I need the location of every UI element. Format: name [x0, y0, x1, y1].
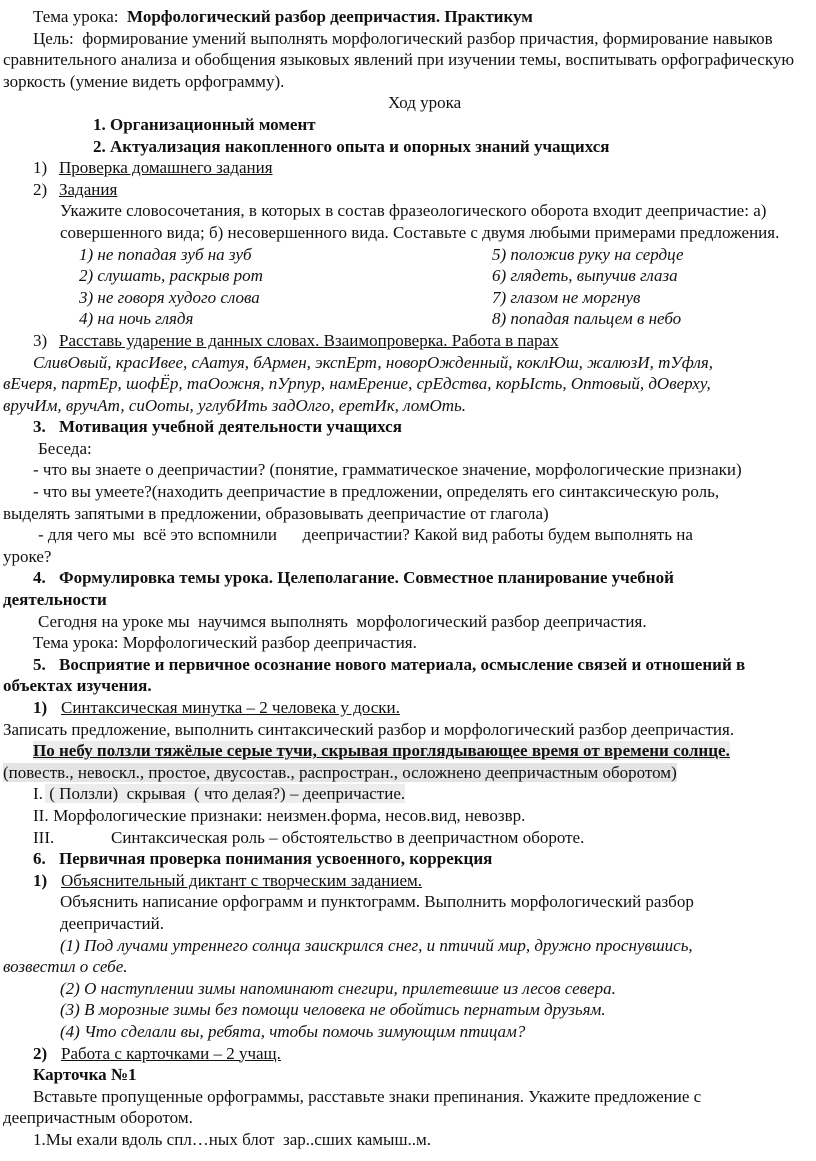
phrase-item: 8) попадая пальцем в небо	[492, 309, 682, 329]
dictation-item: 1) Объяснительный диктант с творческим заданием.	[33, 870, 423, 890]
phrase-item: 3) не говоря худого слова	[79, 287, 260, 307]
stage-2-heading: 2. Актуализация накопленного опыта и опорных знаний учащихся	[93, 136, 610, 156]
sentence-analysis: (повеств., невоскл., простое, двусостав., распростран., осложнено деепричастным оборотом)	[3, 762, 677, 782]
lesson-topic-line	[3, 6, 808, 28]
stress-words-line: вЕчеря, партЕр, шофЁр, таОожня, пУрпур, намЕрение, срЕдства, корЫсть, Оптовый, дОверху,	[3, 374, 711, 394]
tasks-instruction: Укажите словосочетания, в которых в состав фразеологического оборота входит деепричастие: а) совершенного вида; б) несовершенного вида. Составьте с двумя любыми примерами предложения.	[60, 201, 780, 242]
lesson-goal	[3, 28, 803, 93]
card-sentence: 1.Мы ехали вдоль спл…ных блот зар..сших камыш..м.	[33, 1129, 432, 1149]
analysis-point: III. Синтаксическая роль – обстоятельство в деепричастном обороте.	[33, 827, 585, 847]
goal-label: Цель:	[33, 28, 74, 48]
stage-4-heading-cont: деятельности	[3, 590, 107, 610]
phrase-column-left	[79, 244, 492, 330]
question-line: уроке?	[3, 546, 52, 566]
stress-task-item: 3) Расставь ударение в данных словах. Взаимопроверка. Работа в парах	[33, 330, 559, 350]
dictation-sentence: (2) О наступлении зимы напоминают снегири, прилетевшие из лесов севера.	[60, 978, 616, 998]
question-line: - для чего мы всё это вспомнили деепричастии? Какой вид работы будем выполнять на	[38, 525, 693, 545]
dictation-sentence: (4) Что сделали вы, ребята, чтобы помочь зимующим птицам?	[60, 1021, 526, 1041]
stage-5-heading-cont: объектах изучения.	[3, 676, 152, 696]
phrase-item: 5) положив руку на сердце	[492, 244, 684, 264]
card-instruction: Вставьте пропущенные орфограммы, расставьте знаки препинания. Укажите предложение с	[33, 1086, 702, 1106]
example-sentence: По небу ползли тяжёлые серые тучи, скрывая проглядывающее время от времени солнце.	[33, 741, 730, 761]
phrase-item: 6) глядеть, выпучив глаза	[492, 266, 678, 286]
stage-3-heading: 3. Мотивация учебной деятельности учащихся	[33, 417, 402, 437]
question-line: - что вы умеете?(находить деепричастие в предложении, определять его синтаксическую роль,	[33, 482, 720, 502]
topic-label: Тема урока:	[33, 7, 119, 26]
card-title: Карточка №1	[33, 1065, 137, 1085]
analysis-point: II. Морфологические признаки: неизмен.форма, несов.вид, невозвр.	[33, 805, 526, 825]
conversation-label: Беседа:	[38, 438, 92, 458]
syntax-minute-item: 1) Синтаксическая минутка – 2 человека у доски.	[33, 698, 400, 717]
stage-4-heading: 4. Формулировка темы урока. Целеполагание. Совместное планирование учебной	[33, 568, 674, 588]
phrase-column-right	[492, 244, 684, 330]
card-instruction-cont: деепричастным оборотом.	[3, 1108, 193, 1128]
phrase-item: 7) глазом не моргнув	[492, 287, 641, 307]
dictation-sentence: (1) Под лучами утреннего солнца заискрился снег, и птичий мир, дружно проснувшись,	[60, 935, 693, 955]
stress-words-line: вручИм, вручАт, сиОоты, углубИть задОлго, еретИк, ломОть.	[3, 395, 467, 415]
analysis-point: I. ( Ползли) скрывая ( что делая?) – деепричастие.	[33, 784, 406, 804]
syntax-instruction: Записать предложение, выполнить синтаксический разбор и морфологический разбор деепричастия.	[3, 719, 735, 739]
phrase-item: 4) на ночь глядя	[79, 309, 194, 329]
topic-title: Морфологический разбор деепричастия. Практикум	[127, 7, 533, 26]
stage-6-heading: 6. Первичная проверка понимания усвоенного, коррекция	[33, 849, 493, 869]
course-heading: Ход урока	[388, 93, 462, 113]
stage-5-heading: 5. Восприятие и первичное осознание нового материала, осмысление связей и отношений в	[33, 654, 746, 674]
homework-check-item: 1) Проверка домашнего задания	[33, 158, 273, 178]
phrase-item: 1) не попадая зуб на зуб	[79, 244, 252, 264]
phrase-table	[3, 244, 808, 330]
stress-words-line: СливОвый, красИвее, сАатуя, бАрмен, экспЕрт, новорОжденный, коклЮш, жалюзИ, тУфля,	[33, 352, 714, 372]
cards-item: 2) Работа с карточками – 2 учащ.	[33, 1043, 281, 1063]
phrase-item: 2) слушать, раскрыв рот	[79, 266, 263, 286]
topic-line: Тема урока: Морфологический разбор деепричастия.	[33, 633, 417, 653]
dictation-instruction: Объяснить написание орфограмм и пунктограмм. Выполнить морфологический разбор	[60, 892, 694, 912]
tasks-item: 2) Задания	[33, 179, 118, 199]
question-line: - что вы знаете о деепричастии? (понятие, грамматическое значение, морфологические признаки)	[33, 460, 742, 480]
question-line: выделять запятыми в предложении, образовывать деепричастие от глагола)	[3, 503, 549, 523]
today-goal-line: Сегодня на уроке мы научимся выполнять морфологический разбор деепричастия.	[38, 611, 647, 631]
goal-text: формирование умений выполнять морфологический разбор причастия, формирование навыков сравнительного анализа и обобщения языковых явлений при изучении темы, воспитывать орфографическую зоркость (умение видеть орфограмму).	[3, 28, 795, 91]
stage-1-heading: 1. Организационный момент	[93, 114, 316, 134]
dictation-sentence: (3) В морозные зимы без помощи человека не обойтись пернатым друзьям.	[60, 1000, 606, 1020]
dictation-sentence-cont: возвестил о себе.	[3, 957, 128, 977]
dictation-instruction-cont: деепричастий.	[60, 913, 164, 933]
